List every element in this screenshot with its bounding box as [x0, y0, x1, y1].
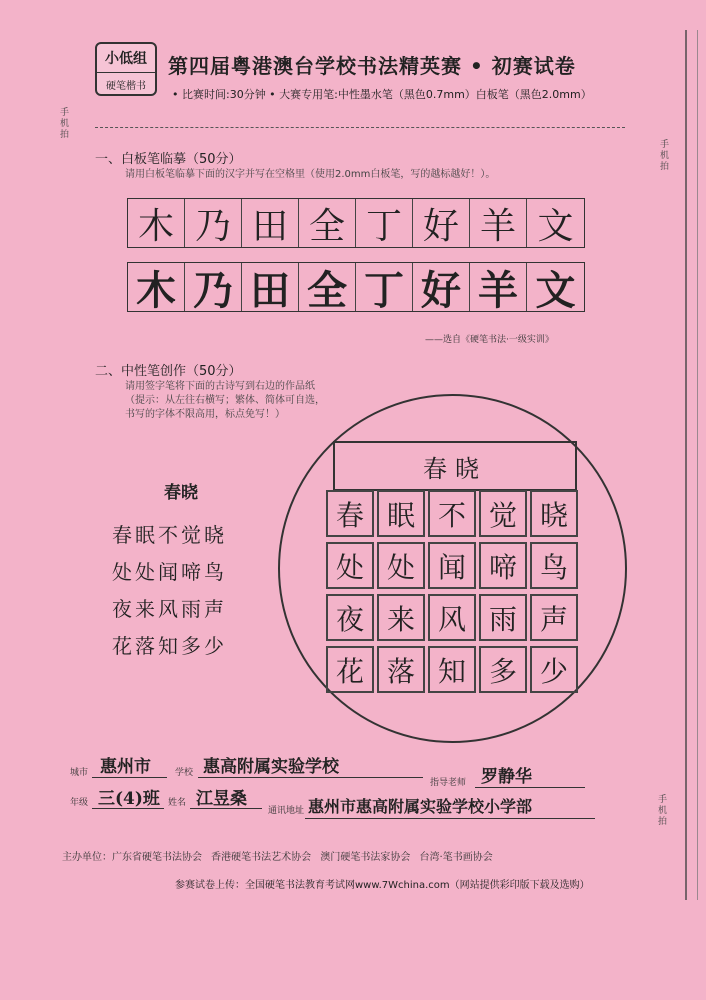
address-value: 惠州市惠高附属实验学校小学部 — [308, 797, 533, 816]
written-char: 乃 — [185, 263, 242, 311]
instruction-line: （提示：从左往右横写；繁体、简体可自选， — [125, 395, 325, 406]
teacher-label: 指导老师 — [430, 778, 467, 788]
teacher-underline — [475, 787, 585, 788]
work-char: 觉 — [479, 490, 527, 537]
work-char: 夜 — [326, 594, 374, 641]
name-label: 姓名 — [168, 798, 187, 808]
section2-instruction — [125, 380, 325, 422]
name-value: 江昱桑 — [196, 789, 247, 809]
grade-underline — [92, 808, 164, 809]
margin-mark-right-bottom: 手机拍 — [658, 795, 668, 827]
upload-notice: 参赛试卷上传：全国硬笔书法教育考试网www.7Wchina.com（网站提供彩印版下载及选购） — [175, 880, 590, 891]
model-char: 乃 — [185, 199, 242, 247]
binding-edge — [685, 30, 698, 900]
work-char: 鸟 — [530, 542, 578, 589]
section1-heading: 一、白板笔临摹（50分） — [95, 152, 242, 167]
model-char: 木 — [128, 199, 185, 247]
work-char: 不 — [428, 490, 476, 537]
written-char: 木 — [128, 263, 185, 311]
written-char: 田 — [242, 263, 299, 311]
source-citation: ——选自《硬笔书法·一级实训》 — [425, 335, 554, 345]
work-char: 处 — [326, 542, 374, 589]
written-char: 丁 — [356, 263, 413, 311]
school-underline — [198, 777, 423, 778]
teacher-value: 罗静华 — [481, 767, 532, 787]
work-char: 落 — [377, 646, 425, 693]
work-char: 雨 — [479, 594, 527, 641]
badge-group: 小低组 — [97, 48, 155, 73]
poem-title: 春晓 — [164, 483, 198, 503]
header-rule — [95, 127, 625, 128]
grade-label: 年级 — [70, 798, 89, 808]
model-char: 田 — [242, 199, 299, 247]
work-grid — [326, 490, 578, 693]
written-char: 全 — [299, 263, 356, 311]
work-char: 少 — [530, 646, 578, 693]
page-subtitle: • 比赛时间:30分钟 • 大赛专用笔:中性墨水笔（黑色0.7mm）白板笔（黑色2.0mm） — [172, 88, 592, 101]
work-char: 知 — [428, 646, 476, 693]
work-char: 眠 — [377, 490, 425, 537]
city-underline — [92, 777, 167, 778]
model-char: 羊 — [470, 199, 527, 247]
work-char: 多 — [479, 646, 527, 693]
poem-line: 花落知多少 — [112, 634, 227, 658]
written-char-row — [127, 262, 585, 312]
model-char: 全 — [299, 199, 356, 247]
written-char: 好 — [413, 263, 470, 311]
instruction-line: 书写的字体不限高用，标点免写！） — [125, 409, 285, 420]
instruction-line: 请用签字笔将下面的古诗写到右边的作品纸 — [125, 381, 315, 392]
work-char: 晓 — [530, 490, 578, 537]
model-char: 丁 — [356, 199, 413, 247]
badge-style: 硬笔楷书 — [106, 81, 146, 92]
margin-mark-right-top: 手机拍 — [660, 140, 670, 172]
work-char: 花 — [326, 646, 374, 693]
work-char: 春 — [326, 490, 374, 537]
section1-instruction: 请用白板笔临摹下面的汉字并写在空格里（使用2.0mm白板笔，写的越标越好！）。 — [125, 169, 496, 180]
work-char: 来 — [377, 594, 425, 641]
work-char: 风 — [428, 594, 476, 641]
written-char: 文 — [535, 266, 576, 314]
model-char: 文 — [537, 205, 574, 247]
work-char: 啼 — [479, 542, 527, 589]
written-char: 羊 — [470, 263, 527, 311]
city-value: 惠州市 — [100, 757, 151, 777]
organizers: 主办单位：广东省硬笔书法协会 香港硬笔书法艺术协会 澳门硬笔书法家协会 台湾·笔书画协会 — [62, 852, 493, 863]
poem-line: 春眠不觉晓 — [112, 523, 227, 547]
poem-line: 夜来风雨声 — [112, 597, 227, 621]
work-title: 春晓 — [333, 441, 577, 491]
work-char: 处 — [377, 542, 425, 589]
city-label: 城市 — [70, 768, 89, 778]
address-label: 通讯地址 — [268, 806, 305, 816]
poem-line: 处处闻啼鸟 — [112, 560, 227, 584]
grade-value: 三(4)班 — [98, 789, 160, 809]
section2-heading: 二、中性笔创作（50分） — [95, 364, 242, 379]
model-char: 好 — [413, 199, 470, 247]
source-poem — [112, 478, 227, 665]
name-underline — [190, 808, 262, 809]
page-title: 第四届粤港澳台学校书法精英赛 • 初赛试卷 — [168, 54, 576, 78]
work-char: 声 — [530, 594, 578, 641]
school-value: 惠高附属实验学校 — [203, 757, 339, 777]
work-char: 闻 — [428, 542, 476, 589]
school-label: 学校 — [175, 768, 194, 778]
model-char-row — [127, 198, 585, 248]
group-badge — [95, 42, 157, 96]
address-underline — [305, 818, 595, 819]
margin-mark-left: 手机拍 — [60, 108, 70, 140]
